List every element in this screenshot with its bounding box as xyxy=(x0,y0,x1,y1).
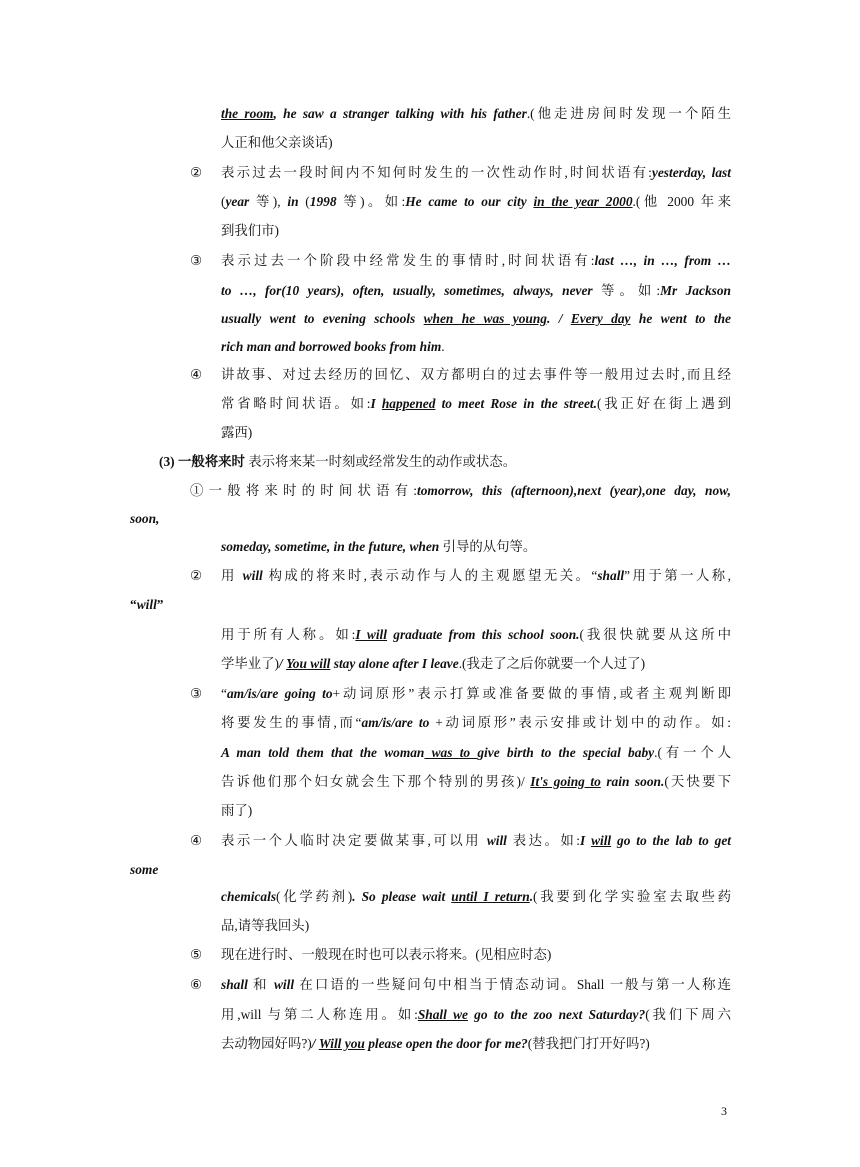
text-line: 学毕业了)/ You will stay alone after I leave.(我走了之后你就要一个人过了) xyxy=(221,656,646,671)
text-line: to …, for(10 years), often, usually, sometimes, always, never 等。如:Mr Jackson xyxy=(221,283,731,298)
list-marker: ⑤ xyxy=(190,947,203,962)
text-line: the room, he saw a stranger talking with his father.(他走进房间时发现一个陌生 xyxy=(221,106,731,121)
text-line: 用 will 构成的将来时,表示动作与人的主观愿望无关。“shall”用于第一人称, xyxy=(221,568,731,583)
text-line: 表示过去一个阶段中经常发生的事情时,时间状语有:last …, in …, from … xyxy=(221,253,731,268)
text-line: 表示一个人临时决定要做某事,可以用 will 表达。如:I will go to the lab to get xyxy=(221,833,731,848)
list-marker: ③ xyxy=(190,686,203,701)
page-number: 3 xyxy=(721,1104,727,1118)
list-marker: ④ xyxy=(190,833,203,848)
text-line: (year 等), in (1998 等)。如:He came to our city in the year 2000.(他 2000 年来 xyxy=(221,194,731,209)
text-line: 现在进行时、一般现在时也可以表示将来。(见相应时态) xyxy=(221,947,552,962)
text-line: 表示过去一段时间内不知何时发生的一次性动作时,时间状语有:yesterday, last xyxy=(221,165,731,180)
text-line: 讲故事、对过去经历的回忆、双方都明白的过去事件等一般用过去时,而且经 xyxy=(221,367,731,382)
text-line: someday, sometime, in the future, when 引导的从句等。 xyxy=(221,539,537,554)
text-line: ①一般将来时的时间状语有:tomorrow, this (afternoon),next (year),one day, now, xyxy=(190,483,731,498)
list-marker: ② xyxy=(190,165,203,180)
text-line: “will” xyxy=(130,597,164,612)
list-marker: ② xyxy=(190,568,203,583)
text-line: 雨了) xyxy=(221,803,253,818)
list-marker: ③ xyxy=(190,253,203,268)
text-line: 露西) xyxy=(221,425,253,440)
text-line: some xyxy=(130,862,159,877)
list-marker: ④ xyxy=(190,367,203,382)
text-line: rich man and borrowed books from him. xyxy=(221,339,445,354)
text-line: 将要发生的事情,而“am/is/are to +动词原形”表示安排或计划中的动作。如: xyxy=(221,715,731,730)
text-line: 去动物园好吗?)/ Will you please open the door for me?(替我把门打开好吗?) xyxy=(221,1036,650,1051)
list-marker: ⑥ xyxy=(190,977,203,992)
section-heading: (3) 一般将来时 表示将来某一时刻或经常发生的动作或状态。 xyxy=(159,454,517,469)
text-line: usually went to evening schools when he was young. / Every day he went to the xyxy=(221,311,731,326)
text-line: 用于所有人称。如:I will graduate from this school soon.(我很快就要从这所中 xyxy=(221,627,731,642)
text-line: shall 和 will 在口语的一些疑问句中相当于情态动词。Shall 一般与第一人称连 xyxy=(221,977,731,992)
text-line: 常省略时间状语。如:I happened to meet Rose in the street.(我正好在街上遇到 xyxy=(221,396,731,411)
text-line: 用,will 与第二人称连用。如:Shall we go to the zoo next Saturday?(我们下周六 xyxy=(221,1007,731,1022)
text-line: 到我们市) xyxy=(221,223,280,238)
text-line: chemicals(化学药剂). So please wait until I return.(我要到化学实验室去取些药 xyxy=(221,889,731,904)
text-line: “am/is/are going to+动词原形”表示打算或准备要做的事情,或者主观判断即 xyxy=(221,686,731,701)
text-line: 告诉他们那个妇女就会生下那个特别的男孩)/ It's going to rain soon.(天快要下 xyxy=(221,774,731,789)
text-line: 人正和他父亲谈话) xyxy=(221,135,333,150)
text-line: 品,请等我回头) xyxy=(221,918,310,933)
text-line: soon, xyxy=(130,511,160,526)
text-line: A man told them that the woman was to give birth to the special baby.(有一个人 xyxy=(221,745,732,760)
